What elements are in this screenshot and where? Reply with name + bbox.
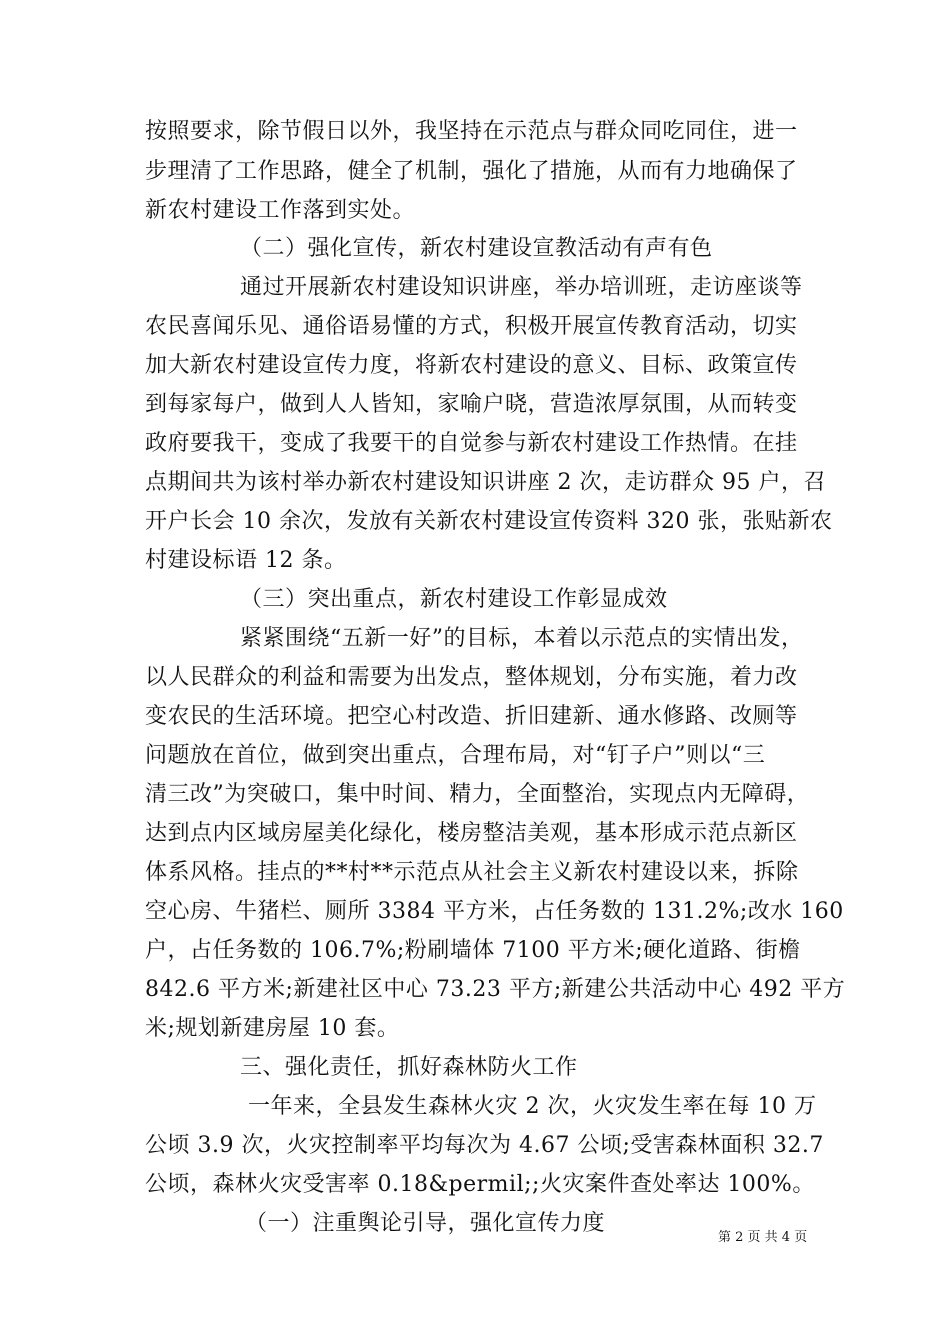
body-text-line: 问题放在首位，做到突出重点，合理布局，对“钉子户”则以“三 (145, 743, 766, 768)
section-heading: （二）强化宣传，新农村建设宣教活动有声有色 (240, 236, 713, 261)
body-text-line: 以人民群众的利益和需要为出发点，整体规划，分布实施，着力改 (145, 665, 798, 690)
body-text-line: 公顷 3.9 次，火灾控制率平均每次为 4.67 公顷;受害森林面积 32.7 (145, 1133, 824, 1158)
body-text-line: 开户长会 10 余次，发放有关新农村建设宣传资料 320 张，张贴新农 (145, 509, 833, 534)
body-text-line: 农民喜闻乐见、通俗语易懂的方式，积极开展宣传教育活动，切实 (145, 314, 798, 339)
body-text-line: 空心房、牛猪栏、厕所 3384 平方米，占任务数的 131.2%;改水 160 (145, 899, 844, 924)
body-text-line: 米;规划新建房屋 10 套。 (145, 1016, 400, 1041)
body-text-line: 步理清了工作思路，健全了机制，强化了措施，从而有力地确保了 (145, 159, 798, 184)
section-heading: （三）突出重点，新农村建设工作彰显成效 (240, 587, 668, 612)
body-text-line: 加大新农村建设宣传力度，将新农村建设的意义、目标、政策宣传 (145, 353, 798, 378)
body-text-line: 紧紧围绕“五新一好”的目标，本着以示范点的实情出发， (240, 626, 804, 651)
body-text-line: 按照要求，除节假日以外，我坚持在示范点与群众同吃同住，进一 (145, 119, 798, 144)
body-text-line: 清三改”为突破口，集中时间、精力，全面整治，实现点内无障碍， (145, 782, 810, 807)
body-text-line: 通过开展新农村建设知识讲座，举办培训班，走访座谈等 (240, 275, 803, 300)
body-text-line: 达到点内区域房屋美化绿化，楼房整洁美观，基本形成示范点新区 (145, 821, 798, 846)
section-heading: 三、强化责任，抓好森林防火工作 (240, 1055, 578, 1080)
page-number-footer: 第 2 页 共 4 页 (718, 1230, 808, 1245)
body-text-line: 政府要我干，变成了我要干的自觉参与新农村建设工作热情。在挂 (145, 431, 798, 456)
body-text-line: 点期间共为该村举办新农村建设知识讲座 2 次，走访群众 95 户，召 (145, 470, 826, 495)
body-text-line: 村建设标语 12 条。 (145, 548, 347, 573)
body-text-line: 842.6 平方米;新建社区中心 73.23 平方;新建公共活动中心 492 平方 (145, 977, 846, 1002)
body-text-line: 一年来，全县发生森林火灾 2 次，火灾发生率在每 10 万 (248, 1094, 817, 1119)
section-heading: （一）注重舆论引导，强化宣传力度 (245, 1211, 606, 1236)
body-text-line: 变农民的生活环境。把空心村改造、折旧建新、通水修路、改厕等 (145, 704, 798, 729)
body-text-line: 公顷，森林火灾受害率 0.18&permil;;火灾案件查处率达 100%。 (145, 1172, 815, 1197)
body-text-line: 体系风格。挂点的**村**示范点从社会主义新农村建设以来，拆除 (145, 860, 799, 885)
body-text-line: 户，占任务数的 106.7%;粉刷墙体 7100 平方米;硬化道路、街檐 (145, 938, 801, 963)
body-text-line: 新农村建设工作落到实处。 (145, 198, 416, 223)
body-text-line: 到每家每户，做到人人皆知，家喻户晓，营造浓厚氛围，从而转变 (145, 392, 798, 417)
